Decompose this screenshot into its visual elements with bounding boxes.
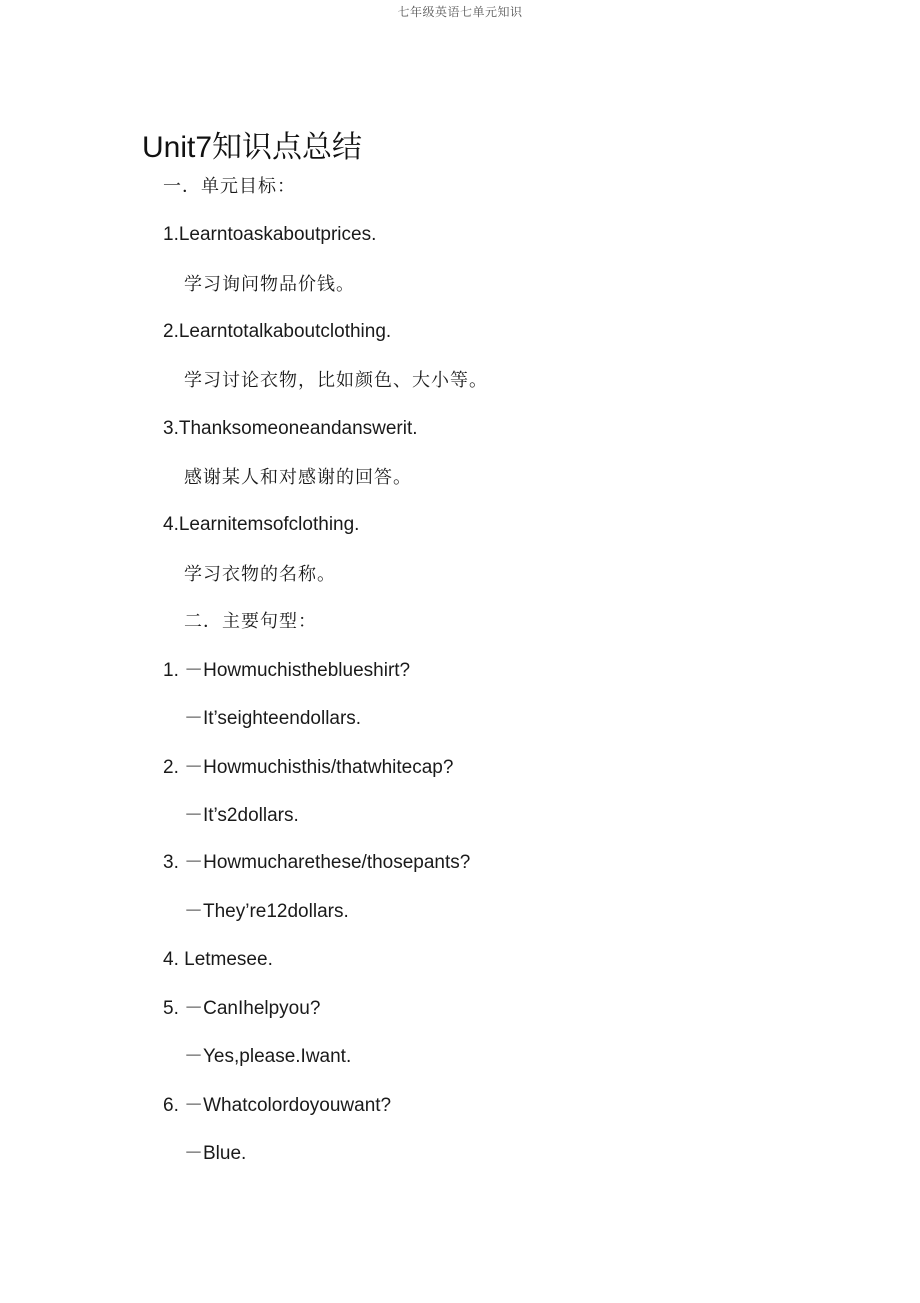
objective-item-2-zh: 学习讨论衣物，比如颜色、大小等。 [184,370,488,391]
page-header: 七年级英语七单元知识 [397,5,523,19]
pattern-item-3-answer: －They’re12dollars. [184,901,349,922]
objective-item-1-en: 1.Learntoaskaboutprices. [163,224,377,245]
objective-item-3-zh: 感谢某人和对感谢的回答。 [184,467,412,488]
pattern-item-5-answer: －Yes,please.Iwant. [184,1046,352,1067]
section-heading-objectives: 一．单元目标： [163,176,296,197]
pattern-item-1-question: 1. －Howmuchistheblueshirt? [163,660,411,681]
pattern-item-6-question: 6. －Whatcolordoyouwant? [163,1095,392,1116]
objective-item-3-en: 3.Thanksomeoneandanswerit. [163,418,418,439]
objective-item-1-zh: 学习询问物品价钱。 [184,274,355,295]
pattern-item-2-answer: －It’s2dollars. [184,805,299,826]
pattern-item-6-answer: －Blue. [184,1143,247,1164]
objective-item-2-en: 2.Learntotalkaboutclothing. [163,321,392,342]
pattern-item-1-answer: －It’seighteendollars. [184,708,362,729]
pattern-item-3-question: 3. －Howmucharethese/thosepants? [163,852,471,873]
pattern-item-2-question: 2. －Howmuchisthis/thatwhitecap? [163,757,454,778]
section-heading-sentence-patterns: 二．主要句型： [184,611,317,632]
objective-item-4-zh: 学习衣物的名称。 [184,564,336,585]
objective-item-4-en: 4.Learnitemsofclothing. [163,514,360,535]
pattern-item-5-question: 5. －CanIhelpyou? [163,998,321,1019]
pattern-item-4: 4. Letmesee. [163,949,273,970]
page-title: Unit7知识点总结 [142,131,363,164]
